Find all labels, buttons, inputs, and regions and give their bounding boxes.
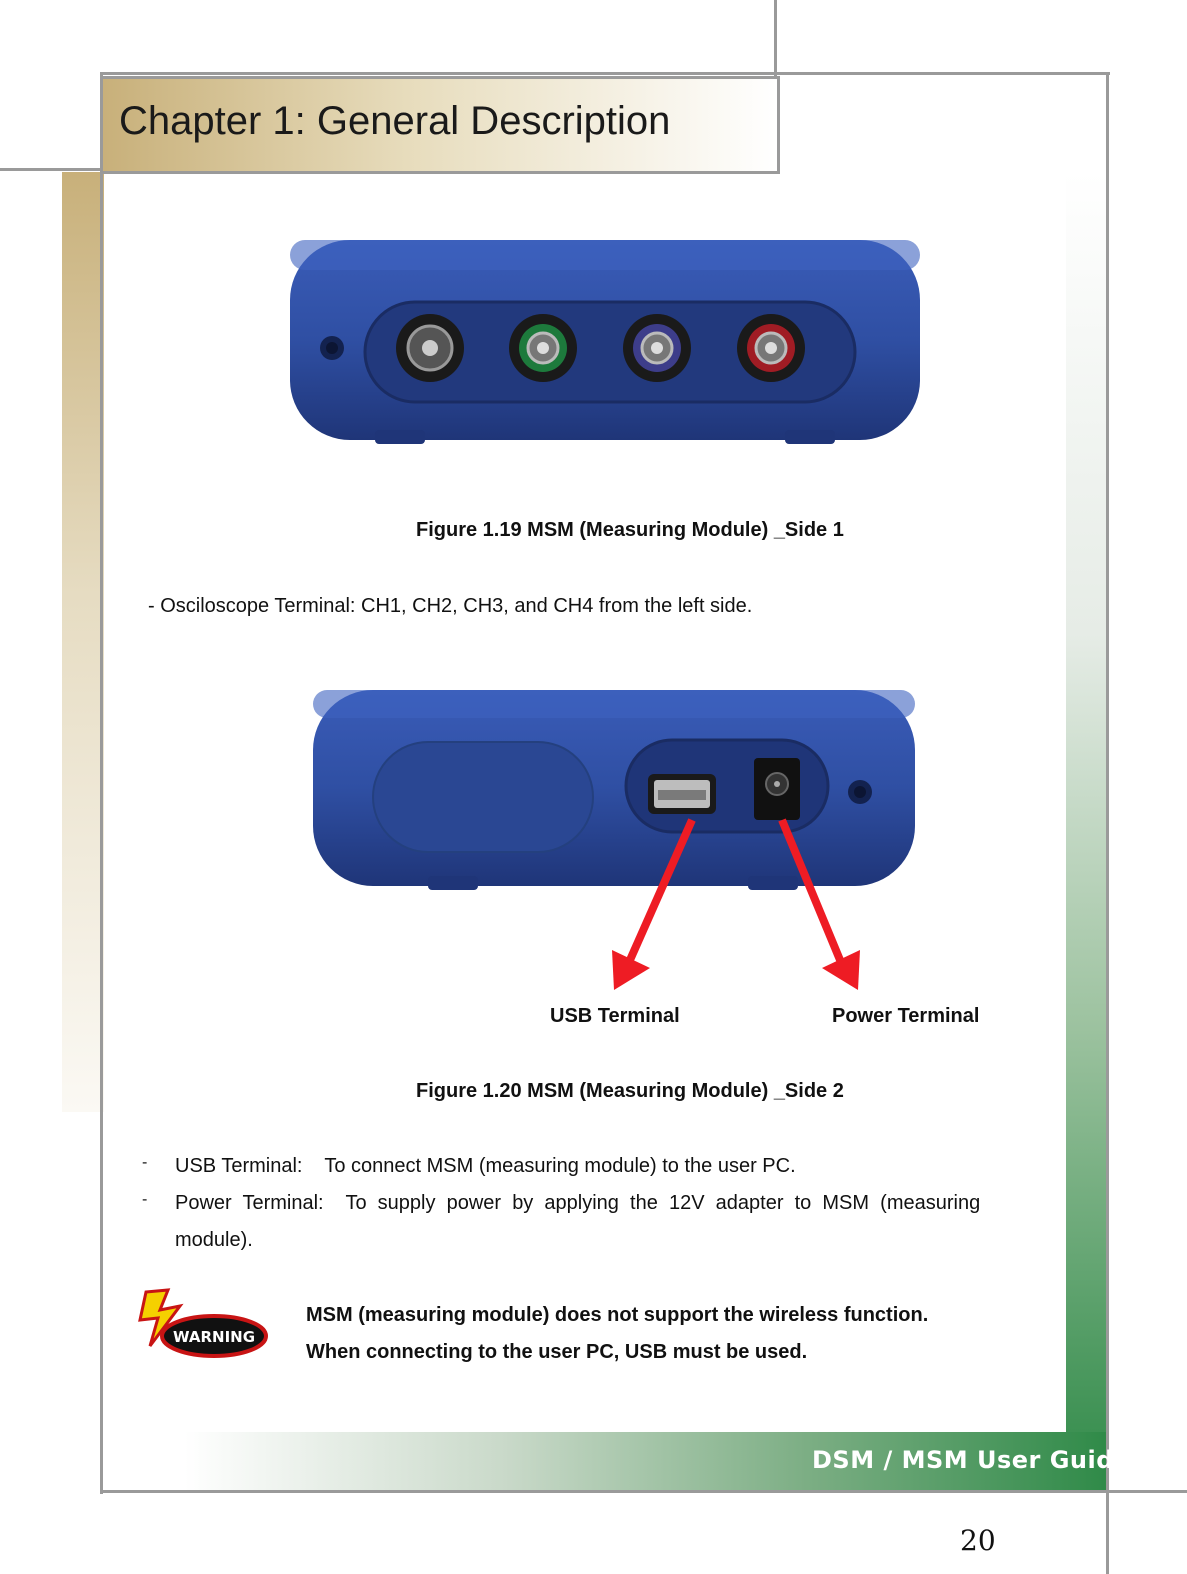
left-gold-band — [62, 172, 104, 1112]
usb-terminal-label: USB Terminal — [550, 1005, 680, 1027]
power-terminal-label: Power Terminal — [832, 1005, 980, 1027]
guide-title: DSM / MSM User Guide — [812, 1446, 1131, 1474]
warning-line-2: When connecting to the user PC, USB must be used. — [306, 1341, 808, 1363]
bullet-dash: - — [142, 1154, 148, 1171]
figure-1-20-caption: Figure 1.20 MSM (Measuring Module) _Side 2 — [416, 1080, 844, 1102]
usb-port — [648, 774, 716, 814]
ch4-connector — [737, 314, 805, 382]
frame-line — [1106, 72, 1109, 1574]
ch3-connector — [623, 314, 691, 382]
frame-line — [100, 72, 1110, 75]
power-terminal-description: Power Terminal: To supply power by applying the 12V adapter to MSM (measuring — [175, 1192, 981, 1214]
frame-line — [100, 72, 103, 1494]
oscilloscope-terminal-note: - Osciloscope Terminal: CH1, CH2, CH3, and CH4 from the left side. — [148, 595, 753, 617]
terminal-arrows — [600, 810, 880, 1000]
ch1-connector — [396, 314, 464, 382]
chapter-header — [103, 76, 780, 174]
usb-terminal-description: USB Terminal: To connect MSM (measuring module) to the user PC. — [175, 1155, 796, 1177]
warning-icon — [128, 1286, 270, 1362]
ch2-connector — [509, 314, 577, 382]
power-arrow-shaft — [782, 820, 840, 960]
frame-line — [0, 168, 104, 171]
right-green-band — [1066, 172, 1108, 1490]
warning-line-1: MSM (measuring module) does not support the wireless function. — [306, 1304, 929, 1326]
power-terminal-description-continued: module). — [175, 1229, 253, 1251]
frame-line — [774, 0, 777, 80]
chapter-title: Chapter 1: General Description — [119, 99, 671, 143]
warning-badge-text: WARNING — [172, 1328, 256, 1346]
usb-arrow-shaft — [630, 820, 692, 960]
bullet-dash: - — [142, 1191, 148, 1208]
frame-line — [100, 1490, 1187, 1493]
msm-side1-image — [285, 230, 925, 450]
page-number: 20 — [960, 1524, 996, 1557]
figure-1-19-caption: Figure 1.19 MSM (Measuring Module) _Side 1 — [416, 519, 844, 541]
